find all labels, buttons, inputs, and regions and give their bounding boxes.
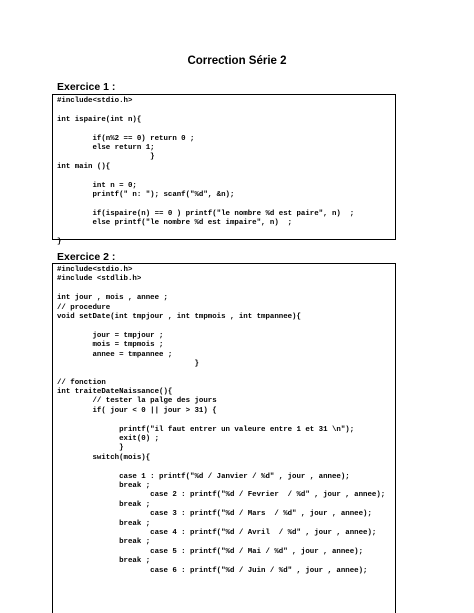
code-line xyxy=(57,416,391,425)
code-line: int jour , mois , annee ; xyxy=(57,294,168,303)
code-line: case 5 : printf("%d / Mai / %d" , jour , annee); xyxy=(57,547,364,556)
code-line: #include<stdio.h> xyxy=(57,266,133,274)
code-line: jour = tmpjour ; xyxy=(57,331,164,340)
code-line xyxy=(57,463,391,472)
code-line: int traiteDateNaissance(){ xyxy=(57,388,173,397)
code-line: printf(" n: "); scanf("%d", &n); xyxy=(57,190,235,199)
exercise-1-heading: Exercice 1 : xyxy=(57,81,116,93)
code-line: printf("il faut entrer un valeure entre 1 et 31 \n"); xyxy=(57,425,355,434)
code-line: mois = tmpmois ; xyxy=(57,341,164,350)
code-line: } xyxy=(57,153,155,162)
code-line: break ; xyxy=(57,500,151,509)
code-line: if(n%2 == 0) return 0 ; xyxy=(57,134,195,143)
code-line xyxy=(57,369,391,378)
code-line xyxy=(57,322,391,331)
code-line: break ; xyxy=(57,481,151,490)
code-line: if( jour < 0 || jour > 31) { xyxy=(57,406,217,415)
code-line: else printf("le nombre %d est impaire", n) ; xyxy=(57,219,293,228)
code-line: annee = tmpannee ; xyxy=(57,350,173,359)
code-line: switch(mois){ xyxy=(57,453,151,462)
exercise-2-code-box xyxy=(52,263,396,613)
code-line: break ; xyxy=(57,519,151,528)
code-line: break ; xyxy=(57,538,151,547)
exercise-2-heading: Exercice 2 : xyxy=(57,251,116,263)
code-line xyxy=(57,285,391,294)
code-line: else return 1; xyxy=(57,143,155,152)
code-line: case 2 : printf("%d / Fevrier / %d" , jour , annee); xyxy=(57,491,386,500)
code-line: // procedure xyxy=(57,303,111,312)
code-line: #include <stdlib.h> xyxy=(57,275,142,284)
code-line xyxy=(57,200,391,209)
code-line xyxy=(57,125,391,134)
code-line: int ispaire(int n){ xyxy=(57,115,142,124)
code-line: int n = 0; xyxy=(57,181,137,190)
document-title: Correction Série 2 xyxy=(187,55,287,67)
code-line: case 4 : printf("%d / Avril / %d" , jour , annee); xyxy=(57,528,377,537)
exercise-1-code-box xyxy=(52,94,396,246)
code-line xyxy=(57,172,391,181)
code-line: } xyxy=(57,359,199,368)
code-line: // tester la palge des jours xyxy=(57,397,217,406)
code-line: case 6 : printf("%d / Juin / %d" , jour , annee); xyxy=(57,566,368,575)
code-line: } xyxy=(57,444,124,453)
code-line: void setDate(int tmpjour , int tmpmois , int tmpannee){ xyxy=(57,312,301,321)
code-line xyxy=(57,228,391,237)
code-line: #include<stdio.h> xyxy=(57,97,133,105)
code-line xyxy=(57,106,391,115)
code-line: break ; xyxy=(57,557,151,566)
code-line: exit(0) ; xyxy=(57,435,160,444)
code-line: } xyxy=(57,237,62,246)
code-line: case 1 : printf("%d / Janvier / %d" , jour , annee); xyxy=(57,472,350,481)
code-line: if(ispaire(n) == 0 ) printf("le nombre %d est paire", n) ; xyxy=(57,209,355,218)
code-line: case 3 : printf("%d / Mars / %d" , jour , annee); xyxy=(57,510,372,519)
code-line: int main (){ xyxy=(57,162,111,171)
code-line: // fonction xyxy=(57,378,106,387)
